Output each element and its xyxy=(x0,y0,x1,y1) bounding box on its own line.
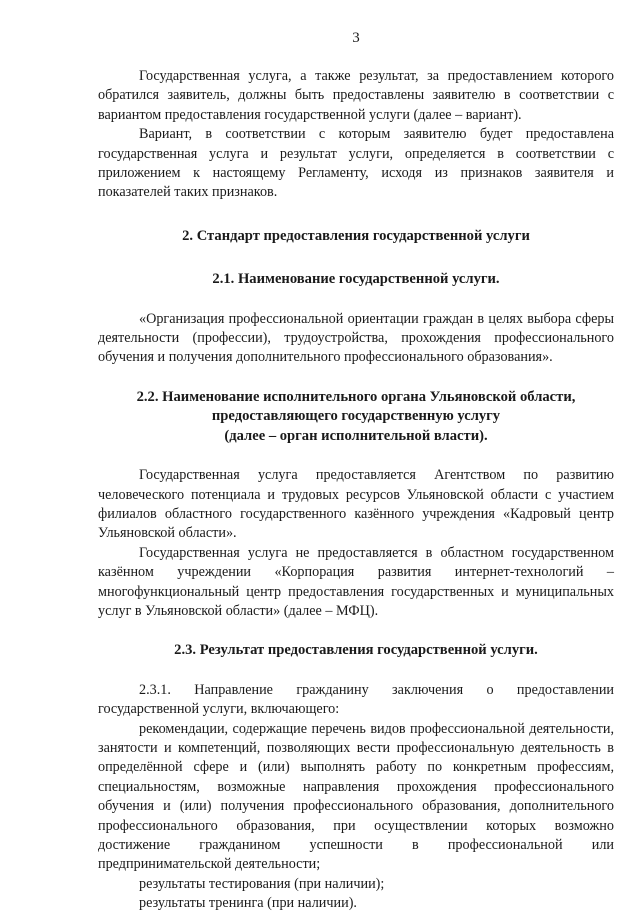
heading-section-2-1: 2.1. Наименование государственной услуги. xyxy=(212,271,500,288)
heading-section-2-2-line-2: предоставляющего государственную услугу xyxy=(211,408,501,425)
paragraph-training-results: результаты тренинга (при наличии). xyxy=(139,895,357,912)
paragraph-mfc: Государственная услуга не предоставляется в областном государственном казённом учреждении «Корпорация развития интернет-технологий – многофункциональный центр предоставления государственных и муниципальных услуг в Ульяновской области» (далее – МФЦ). xyxy=(98,544,614,619)
heading-section-2-2-line-1: 2.2. Наименование исполнительного органа Ульяновской области, xyxy=(136,388,576,405)
paragraph-variant: Вариант, в соответствии с которым заявителю будет предоставлена государственная услуга и результат услуги, определяется в соответствии с приложением к настоящему Регламенту, исходя из признаков заявителя и показателей таких признаков. xyxy=(98,126,614,201)
heading-section-2: 2. Стандарт предоставления государственной услуги xyxy=(182,227,530,244)
heading-section-2-2-line-3: (далее – орган исполнительной власти). xyxy=(224,427,488,444)
paragraph-testing-results: результаты тестирования (при наличии); xyxy=(139,875,385,892)
paragraph-2-3-1: 2.3.1. Направление гражданину заключения о предоставлении государственной услуги, включающего: xyxy=(98,681,614,718)
paragraph-agency: Государственная услуга предоставляется Агентством по развитию человеческого потенциала и трудовых ресурсов Ульяновской области с участием филиалов областного государственного казённого учреждения «Кадровый центр Ульяновской области». xyxy=(98,467,614,542)
paragraph-service-result: Государственная услуга, а также результат, за предоставлением которого обратился заявитель, должны быть предоставлены заявителю в соответствии с вариантом предоставления государственной услуги (далее – вариант). xyxy=(98,68,614,123)
heading-section-2-3: 2.3. Результат предоставления государственной услуги. xyxy=(174,642,538,659)
paragraph-service-name: «Организация профессиональной ориентации граждан в целях выбора сферы деятельности (профессии), трудоустройства, прохождения профессионального обучения и получения дополнительного профессионального образования». xyxy=(98,310,614,366)
page-number: 3 xyxy=(352,30,360,46)
document-page xyxy=(98,30,614,914)
paragraph-recommendations: рекомендации, содержащие перечень видов профессиональной деятельности, занятости и компетенций, позволяющих вести профессиональную деятельность в определённой сфере и (или) выполнять работу по конкретным профессиям, специальностям, возможные направления прохождения профессионального обучения и (или) получения профессионального образования, дополнительного профессионального образования, при осуществлении которых возможно достижение гражданином успешности в профессиональной или предпринимательской деятельности; xyxy=(98,720,614,873)
